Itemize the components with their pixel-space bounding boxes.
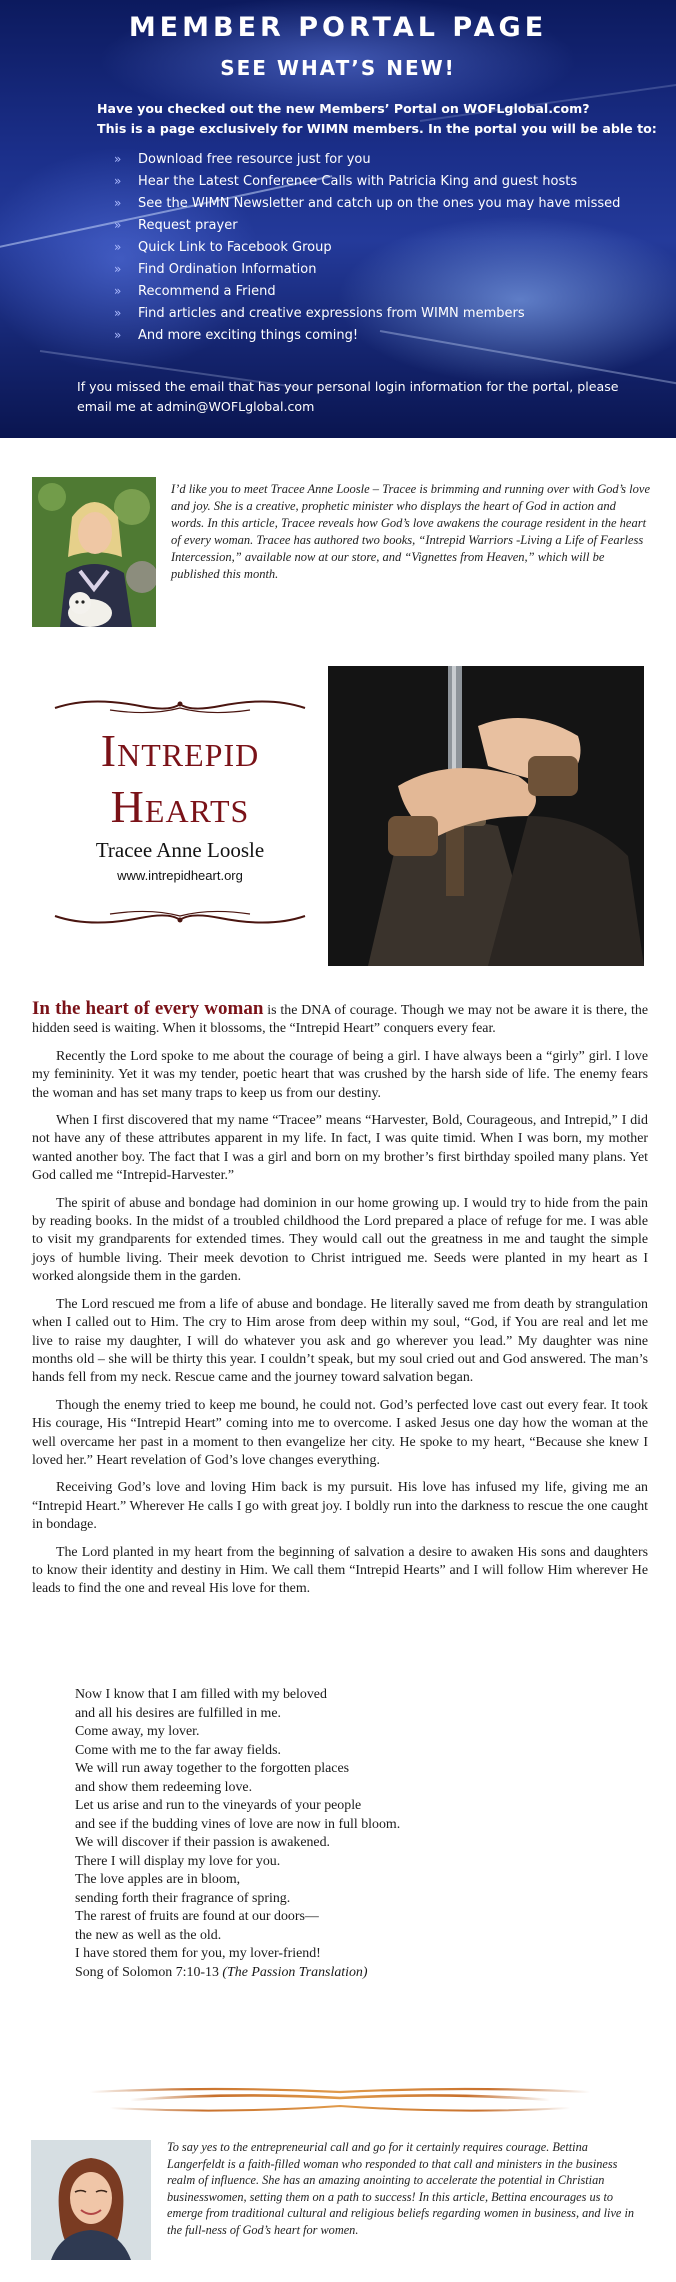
sword-photo	[328, 666, 644, 966]
portal-feature-item[interactable]: » Recommend a Friend	[114, 280, 654, 302]
portal-feature-item[interactable]: » Find Ordination Information	[114, 258, 654, 280]
bottom-flourish	[50, 906, 310, 930]
book-website[interactable]: www.intrepidheart.org	[117, 868, 243, 883]
bullet-icon: »	[114, 328, 122, 342]
article-paragraph: The Lord rescued me from a life of abuse and bondage. He literally saved me from death by strangulation when I called out to Him. The cry to Him arose from deep within my soul, “God, if You are real and let me live to raise my daughter, I will do whatever you ask and go wherever you lead.” My daughter was nine months old – she will be thirty this year. I couldn’t speak, but my soul cried out and God answered. The man’s hands fell from my neck. Rescue came and the journey toward salvation began.	[32, 1296, 648, 1386]
banner-title: MEMBER PORTAL PAGE	[128, 12, 548, 43]
portal-feature-item[interactable]: » And more exciting things coming!	[114, 324, 654, 346]
poem-line: sending forth their fragrance of spring.	[75, 1890, 291, 1906]
banner-intro-line-1: Have you checked out the new Members’ Portal on WOFLglobal.com?	[97, 101, 590, 116]
bullet-icon: »	[114, 284, 122, 298]
portal-feature-item[interactable]: » See the WIMN Newsletter and catch up on the ones you may have missed	[114, 192, 654, 214]
article-lead-paragraph: In the heart of every woman is the DNA of courage. Though we may not be aware it is there, the hidden seed is waiting. When it blossoms, the “Intrepid Heart” conquers every fear.	[32, 998, 648, 1037]
bullet-icon: »	[114, 218, 122, 232]
poem-line: and show them redeeming love.	[75, 1779, 253, 1795]
poem-line: Come away, my lover.	[75, 1724, 200, 1739]
poem-line: and all his desires are fulfilled in me.	[75, 1705, 281, 1721]
book-author: Tracee Anne Loosle	[95, 838, 265, 862]
poem-line: and see if the budding vines of love are now in full bloom.	[75, 1816, 401, 1832]
bullet-icon: »	[114, 152, 122, 166]
bullet-icon: »	[114, 196, 122, 210]
admin-email-line[interactable]: email me at admin@WOFLglobal.com	[77, 399, 315, 414]
bullet-icon: »	[114, 262, 122, 276]
poem-line: We will run away together to the forgotten places	[75, 1761, 350, 1776]
intro-bio: I’d like you to meet Tracee Anne Loosle – Tracee is brimming and running over with God’s love and joy. She is a creative, prophetic minister who displays the heart of God in action and words. In this article, Tracee reveals how God’s love awakens the courage resident in the heart of every woman. Tracee has authored two books, “Intrepid Warriors -Living a Life of Fearless Intercession,” available now at our store, and “Vignettes from Heaven,” which will be published this month.	[171, 482, 650, 581]
article-paragraph: The spirit of abuse and bondage had dominion in our home growing up. I would try to hide from the pain by reading books. In the midst of a troubled childhood the Lord prepared a place of refuge for me. I was able to visit my grandparents for extended times. They would call out the greatness in me and taught the simple joys of humble living. Their meek devotion to Christ intrigued me. Seeds were planted in my heart as I worked alongside them in the garden.	[32, 1195, 648, 1285]
poem-line: Let us arise and run to the vineyards of your people	[75, 1798, 362, 1813]
tracee-photo	[32, 477, 156, 627]
poem-line: Now I know that I am filled with my beloved	[75, 1687, 327, 1702]
book-title-line-1: Intrepid	[100, 725, 260, 776]
poem-line: There I will display my love for you.	[75, 1853, 281, 1869]
banner-intro	[97, 99, 657, 139]
portal-feature-item[interactable]: » Quick Link to Facebook Group	[114, 236, 654, 258]
article-body	[32, 1000, 648, 1608]
bullet-icon: »	[114, 240, 122, 254]
portal-features-list	[114, 148, 654, 346]
article-lead-phrase: In the heart of every woman	[32, 998, 264, 1019]
portal-feature-item[interactable]: » Download free resource just for you	[114, 148, 654, 170]
poem-line: The love apples are in bloom,	[75, 1872, 241, 1887]
article-paragraph: Though the enemy tried to keep me bound, he could not. God’s perfected love cast out every fear. It took His courage, His “Intrepid Heart” coming into me to overcome. I asked Jesus one day how the woman at the well overcame her past in a moment to then evangelize her city. He spoke to my heart, “Because she knew I loved her.” Heart revelation of God’s love changes everything.	[32, 1397, 648, 1468]
portal-feature-item[interactable]: » Find articles and creative expressions from WIMN members	[114, 302, 654, 324]
member-portal-banner	[0, 0, 676, 438]
article-paragraph: When I first discovered that my name “Tracee” means “Harvester, Bold, Courageous, and Intrepid,” I did not have any of these attributes apparent in my life. In fact, I was quite timid. When I was born, my mother wanted another boy. The fact that I was a girl and born on my brother’s first birthday spoiled many plans. Yet God called me “Intrepid-Harvester.”	[32, 1113, 648, 1184]
top-flourish	[50, 694, 310, 718]
article-paragraph: Receiving God’s love and loving Him back is my pursuit. His love has infused my life, giving me an “Intrepid Heart.” Wherever He calls I go with great joy. I boldly run into the darkness to rescue the one caught in bondage.	[32, 1480, 648, 1533]
poem-line: the new as well as the old.	[75, 1927, 222, 1943]
banner-subtitle: SEE WHAT’S NEW!	[220, 56, 456, 80]
bullet-icon: »	[114, 306, 122, 320]
book-title-line-2: Hearts	[110, 781, 250, 832]
bullet-icon: »	[114, 174, 122, 188]
poem-line: The rarest of fruits are found at our doors—	[75, 1909, 319, 1924]
poem-citation: Song of Solomon 7:10-13 (The Passion Translation)	[75, 1964, 368, 1980]
banner-intro-line-2: This is a page exclusively for WIMN members. In the portal you will be able to:	[97, 121, 657, 136]
poem-citation-source: (The Passion Translation)	[222, 1964, 368, 1980]
outro-bio: To say yes to the entrepreneurial call and go for it certainly requires courage. Bettina Langerfeldt is a faith-filled woman who responded to that call and ministers in the business realm of influence. She has an amazing anointing to accelerate the potential in Christian businesswomen, setting them on a path to success! In this article, Bettina encourages us to emerge from traditional cultural and religious beliefs regarding women in business, and live in the full-ness of God’s heart for women.	[167, 2140, 635, 2237]
section-divider	[90, 2082, 590, 2116]
article-paragraph: The Lord planted in my heart from the beginning of salvation a desire to awaken His sons and daughters to know their identity and destiny in Him. We call them “Intrepid Hearts” and I will follow Him wherever He leads to find the one and reveal His love for them.	[32, 1544, 648, 1597]
article-paragraph: Recently the Lord spoke to me about the courage of being a girl. I have always been a “girly” girl. I love my femininity. Yet it was my tender, poetic heart that was crushed by the harsh side of life. The enemy fears the woman and has set many traps to keep us from our destiny.	[32, 1048, 648, 1101]
poem-line: We will discover if their passion is awakened.	[75, 1835, 331, 1850]
scripture-poem	[75, 1686, 595, 1982]
login-info-note: If you missed the email that has your personal login information for the portal, please email me at admin@WOFLglobal.com	[77, 377, 647, 417]
portal-feature-item[interactable]: » Request prayer	[114, 214, 654, 236]
poem-line: Come with me to the far away fields.	[75, 1742, 281, 1758]
bettina-photo	[31, 2140, 151, 2260]
poem-line: I have stored them for you, my lover-friend!	[75, 1946, 321, 1961]
book-title-block	[40, 684, 320, 944]
portal-feature-item[interactable]: » Hear the Latest Conference Calls with Patricia King and guest hosts	[114, 170, 654, 192]
